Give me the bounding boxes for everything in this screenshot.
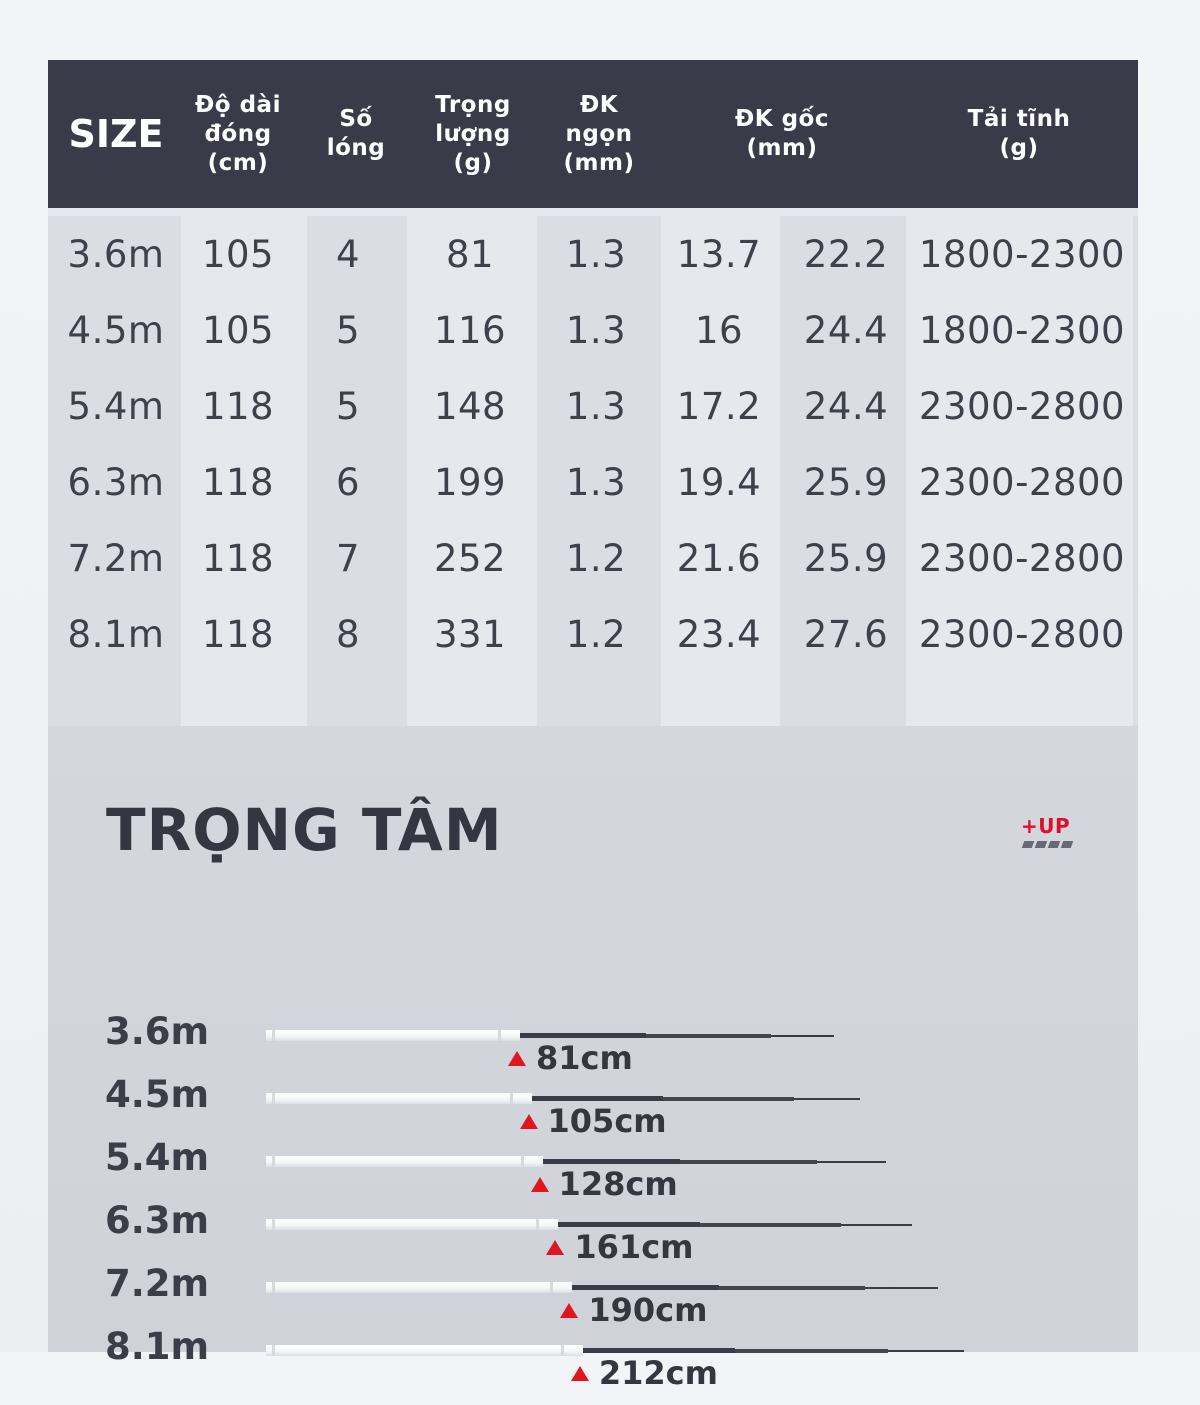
- rod-handle: [266, 1156, 543, 1167]
- rod-section: [888, 1350, 964, 1352]
- balance-point-value: 105cm: [547, 1102, 667, 1140]
- rod-section: [583, 1348, 735, 1353]
- table-cell-tip: 1.3: [565, 385, 627, 428]
- table-cell-tip: 1.2: [565, 613, 627, 656]
- badge-bars-icon: [1023, 841, 1072, 848]
- rod-section: [700, 1223, 841, 1227]
- rod-section: [572, 1285, 718, 1290]
- rod-section: [543, 1159, 680, 1164]
- table-cell-sections: 7: [335, 537, 361, 580]
- up-badge-text: +UP: [1021, 814, 1071, 838]
- rod-section: [646, 1034, 772, 1038]
- table-cell-length: 118: [201, 537, 275, 580]
- table-cell-length: 105: [201, 233, 275, 276]
- balance-point-value: 190cm: [588, 1291, 708, 1329]
- table-cell-butt-b: 27.6: [803, 613, 889, 656]
- rod-ring: [498, 1030, 501, 1041]
- table-cell-tip: 1.2: [565, 537, 627, 580]
- table-cell-butt-a: 13.7: [676, 233, 762, 276]
- rod-row: [48, 1262, 1138, 1342]
- warning-triangle-icon: [508, 1051, 526, 1066]
- table-cell-length: 118: [201, 385, 275, 428]
- table-row: [48, 300, 1138, 362]
- header-butt-diameter: ĐK gốc (mm): [734, 106, 829, 161]
- balance-point-marker: [531, 1165, 678, 1203]
- rod-size-label: 3.6m: [105, 1010, 210, 1053]
- table-cell-sections: 5: [335, 309, 361, 352]
- balance-point-value: 81cm: [536, 1039, 633, 1077]
- header-length: Độ dài đóng (cm): [195, 91, 281, 176]
- rod-section: [771, 1035, 834, 1037]
- rod-section: [794, 1098, 860, 1100]
- table-row: [48, 224, 1138, 286]
- table-row: [48, 376, 1138, 438]
- table-header: [48, 60, 1138, 208]
- rod-ring: [536, 1219, 539, 1230]
- rod-size-label: 6.3m: [105, 1199, 210, 1242]
- warning-triangle-icon: [520, 1114, 538, 1129]
- rod-ring: [521, 1156, 524, 1167]
- table-row: [48, 528, 1138, 590]
- table-cell-tip: 1.3: [565, 309, 627, 352]
- table-cell-tip: 1.3: [565, 233, 627, 276]
- rod-ring: [272, 1219, 275, 1230]
- table-cell-size: 4.5m: [67, 309, 165, 352]
- balance-point-value: 212cm: [598, 1354, 718, 1392]
- table-row: [48, 604, 1138, 666]
- table-cell-butt-b: 24.4: [803, 385, 889, 428]
- table-cell-butt-a: 23.4: [676, 613, 762, 656]
- table-cell-size: 3.6m: [67, 233, 165, 276]
- rod-section: [719, 1286, 865, 1290]
- header-weight: Trọng lượng (g): [435, 91, 511, 176]
- rod-ring: [272, 1156, 275, 1167]
- up-badge: [1021, 814, 1072, 848]
- header-size: SIZE: [68, 111, 164, 156]
- table-cell-length: 118: [201, 613, 275, 656]
- table-cell-sections: 5: [335, 385, 361, 428]
- rod-section: [558, 1222, 699, 1227]
- header-sections: Số lóng: [326, 106, 386, 161]
- table-cell-load: 2300-2800: [918, 537, 1126, 580]
- balance-section: [48, 726, 1138, 1392]
- balance-title: TRỌNG TÂM: [106, 796, 503, 864]
- balance-point-value: 128cm: [558, 1165, 678, 1203]
- table-cell-butt-b: 25.9: [803, 461, 889, 504]
- table-cell-butt-a: 21.6: [676, 537, 762, 580]
- balance-point-value: 161cm: [574, 1228, 694, 1266]
- rod-section: [532, 1096, 663, 1101]
- warning-triangle-icon: [531, 1177, 549, 1192]
- rod-section: [841, 1224, 912, 1226]
- table-cell-weight: 252: [433, 537, 507, 580]
- table-cell-weight: 148: [433, 385, 507, 428]
- rod-handle: [266, 1282, 572, 1293]
- warning-triangle-icon: [571, 1366, 589, 1381]
- rod-section: [520, 1033, 646, 1038]
- table-cell-load: 2300-2800: [918, 385, 1126, 428]
- balance-point-marker: [571, 1354, 718, 1392]
- header-static-load: Tải tĩnh (g): [967, 106, 1071, 161]
- table-cell-load: 1800-2300: [918, 233, 1126, 276]
- rod-row: [48, 1136, 1138, 1216]
- rod-size-label: 4.5m: [105, 1073, 210, 1116]
- rod-section: [663, 1097, 794, 1101]
- rod-section: [735, 1349, 887, 1353]
- rod-row: [48, 1325, 1138, 1405]
- balance-point-marker: [546, 1228, 693, 1266]
- table-cell-load: 2300-2800: [918, 461, 1126, 504]
- rod-handle: [266, 1093, 532, 1104]
- rod-ring: [272, 1030, 275, 1041]
- table-cell-length: 118: [201, 461, 275, 504]
- table-cell-butt-a: 17.2: [676, 385, 762, 428]
- rod-row: [48, 1010, 1138, 1090]
- rod-row: [48, 1073, 1138, 1153]
- rod-ring: [561, 1345, 564, 1356]
- table-cell-butt-b: 25.9: [803, 537, 889, 580]
- warning-triangle-icon: [546, 1240, 564, 1255]
- rod-ring: [272, 1345, 275, 1356]
- header-tip-diameter: ĐK ngọn (mm): [563, 91, 635, 176]
- table-cell-size: 7.2m: [67, 537, 165, 580]
- rod-size-label: 5.4m: [105, 1136, 210, 1179]
- table-cell-butt-a: 16: [694, 309, 744, 352]
- rod-size-label: 8.1m: [105, 1325, 210, 1368]
- table-cell-butt-b: 24.4: [803, 309, 889, 352]
- warning-triangle-icon: [560, 1303, 578, 1318]
- table-cell-size: 6.3m: [67, 461, 165, 504]
- table-cell-tip: 1.3: [565, 461, 627, 504]
- table-cell-sections: 4: [335, 233, 361, 276]
- table-cell-load: 2300-2800: [918, 613, 1126, 656]
- rod-ring: [550, 1282, 553, 1293]
- table-cell-load: 1800-2300: [918, 309, 1126, 352]
- spec-card: [48, 60, 1138, 1392]
- rod-ring: [272, 1282, 275, 1293]
- rod-section: [865, 1287, 938, 1289]
- balance-point-marker: [560, 1291, 707, 1329]
- table-row: [48, 452, 1138, 514]
- table-cell-weight: 199: [433, 461, 507, 504]
- table-cell-size: 8.1m: [67, 613, 165, 656]
- table-cell-butt-b: 22.2: [803, 233, 889, 276]
- table-cell-weight: 116: [433, 309, 507, 352]
- table-cell-size: 5.4m: [67, 385, 165, 428]
- balance-point-marker: [508, 1039, 633, 1077]
- rod-section: [817, 1161, 886, 1163]
- table-cell-weight: 331: [433, 613, 507, 656]
- table-cell-butt-a: 19.4: [676, 461, 762, 504]
- table-cell-length: 105: [201, 309, 275, 352]
- rod-row: [48, 1199, 1138, 1279]
- rod-handle: [266, 1219, 558, 1230]
- balance-point-marker: [520, 1102, 667, 1140]
- table-body: [48, 208, 1138, 726]
- rod-ring: [272, 1093, 275, 1104]
- rod-size-label: 7.2m: [105, 1262, 210, 1305]
- rod-handle: [266, 1345, 583, 1356]
- table-cell-sections: 6: [335, 461, 361, 504]
- rod-section: [680, 1160, 817, 1164]
- rod-ring: [510, 1093, 513, 1104]
- table-cell-sections: 8: [335, 613, 361, 656]
- table-cell-weight: 81: [445, 233, 495, 276]
- rod-handle: [266, 1030, 520, 1041]
